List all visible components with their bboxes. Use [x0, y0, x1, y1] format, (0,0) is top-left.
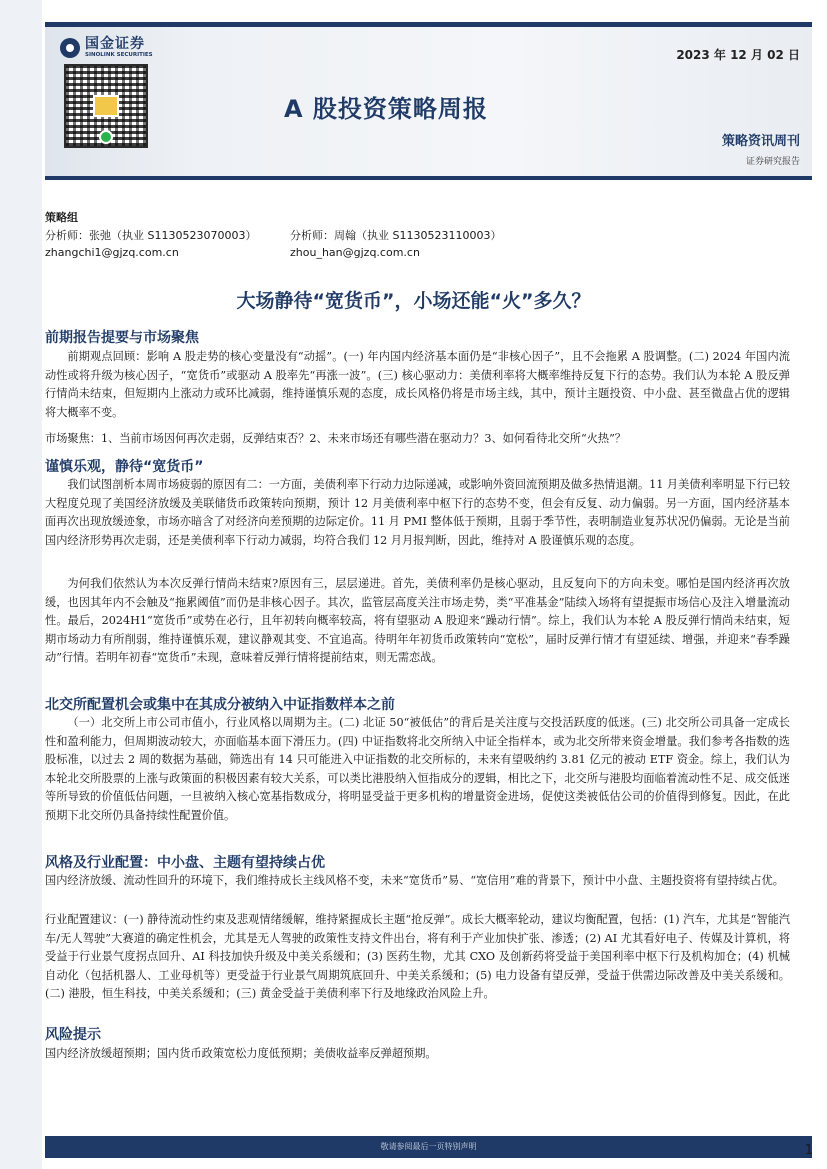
qr-center-logo-icon — [93, 95, 119, 117]
section-title-bse: 北交所配置机会或集中在其成分被纳入中证指数样本之前 — [45, 697, 395, 713]
logo-cn-text: 国金证券 — [85, 36, 145, 52]
report-type: 策略资讯周刊 — [721, 134, 800, 149]
footer-disclaimer[interactable]: 敬请参阅最后一页特别声明 — [380, 1142, 477, 1151]
wechat-icon — [99, 130, 113, 144]
report-title: A 股投资策略周报 — [284, 95, 488, 123]
section-title-cautious: 谨慎乐观，静待“宽货币” — [45, 459, 204, 475]
analyst-2-email[interactable]: zhou_han@gjzq.com.cn — [290, 246, 420, 259]
analyst-2: 分析师：周翰（执业 S1130523110003） — [290, 229, 502, 242]
paragraph-bse: （一）北交所上市公司市值小，行业风格以周期为主。(二) 北证 50“被低估”的背后是关注度与交投活跃度的低迷。(三) 北交所公司具备一定成长性和盈利能力，但周期波动较大，亦面临基本面下滑压力。(四) 中证指数将北交所纳入中证全指样本，或为北交所带来资金增量。我们参考各指数的选股标准，以过去 2 周的数据为基础，筛选出有 14 只可能进入中证指数的北交所标的，未来有望吸纳约 3.81 亿元的被动 ETF 资金。综上，我们认为本轮北交所股票的上涨与政策面的积极因素有较大关系，可以类比港股纳入恒指成分的逻辑，相比之下，北交所与港股均面临着流动性不足、成交低迷等所导致的价值低估问题，一旦被纳入核心宽基指数成分，将明显受益于更多机构的增量资金进场，促使这类被低估公司的价值得到修复。因此，在此预期下北交所仍具备持续性配置价值。 — [45, 716, 790, 822]
paragraph-style: 国内经济放缓、流动性回升的环境下，我们维持成长主线风格不变，未来“宽货币”易、“宽信用”难的背景下，预计中小盘、主题投资将有望持续占优。 — [45, 874, 784, 887]
footer-bar — [45, 1136, 812, 1158]
report-date: 2023 年 12 月 02 日 — [676, 48, 800, 62]
logo-mark-icon — [60, 38, 80, 58]
section-title-risk: 风险提示 — [45, 1027, 101, 1043]
paragraph-rebound: 为何我们依然认为本次反弹行情尚未结束?原因有三，层层递进。首先，美债利率仍是核心驱动，且反复向下的方向未变。哪怕是国内经济再次放缓，也因其年内不会触及“拖累阈值”而仍是非核心因子。其次，监管层高度关注市场走势，类“平准基金”陆续入场将有望提振市场信心及注入增量流动性。最后，2024H1“宽货币”或势在必行，且年初转向概率较高，将有望驱动 A 股迎来“躁动行情”。综上，我们认为本轮 A 股反弹行情尚未结束，短期市场动力有所削弱，维持谨慎乐观，建议静观其变、不宜追高。待明年年初货币政策转向“宽松”，届时反弹行情才有望延续、增强，并迎来“春季躁动”行情。若明年初春“宽货币”未现，意味着反弹行情将提前结束，则无需恋战。 — [45, 577, 790, 665]
analyst-1-email[interactable]: zhangchi1@gjzq.com.cn — [45, 246, 179, 259]
paragraph-risk: 国内经济放缓超预期；国内货币政策宽松力度低预期；美债收益率反弹超预期。 — [45, 1047, 437, 1060]
left-margin-strip — [0, 0, 42, 1169]
company-logo — [60, 37, 153, 59]
report-subtype: 证券研究报告 — [745, 157, 800, 167]
page-number: 1 — [804, 1143, 813, 1158]
logo-en-text: SINOLINK SECURITIES — [85, 52, 153, 58]
section-title-style: 风格及行业配置：中小盘、主题有望持续占优 — [45, 855, 325, 871]
header-bottom-bar — [45, 176, 812, 180]
team-name: 策略组 — [45, 211, 78, 224]
header-top-bar — [45, 22, 812, 27]
paragraph-industry: 行业配置建议：(一) 静待流动性约束及悲观情绪缓解，维持紧握成长主题“抢反弹”。成长大概率轮动，建议均衡配置，包括：(1) 汽车，尤其是“智能汽车/无人驾驶”大赛道的确定性机会，尤其是无人驾驶的政策性支持文件出台，将有利于产业加快扩张、渗透；(2) AI 尤其看好电子、传媒及计算机，将受益于行业景气度拐点回升、AI 科技加快升级及中美关系缓和；(3) 医药生物，尤其 CXO 及创新药将受益于美国利率中枢下行及机构加仓；(4) 机械自动化（包括机器人、工业母机等）更受益于行业景气周期筑底回升、中美关系缓和；(5) 电力设备有望反弹，受益于供需边际改善及中美关系缓和。(二) 港股，恒生科技，中美关系缓和；(三) 黄金受益于美债利率下行及地缘政治风险上升。 — [45, 913, 790, 1001]
paragraph-review: 前期观点回顾：影响 A 股走势的核心变量没有“动摇”。(一) 年内国内经济基本面仍是“非核心因子”，且不会拖累 A 股调整。(二) 2024 年国内流动性或将升级为核心因子，“宽货币”或驱动 A 股率先“再涨一波”。(三) 核心驱动力：美债利率将大概率维持反复下行的态势。我们认为本轮 A 股反弹行情尚未结束，但短期内上涨动力或环比减弱，维持谨慎乐观的态度，成长风格仍将是市场主线，其中，预计主题投资、中小盘、甚至微盘占优的逻辑将大概率不变。 — [45, 350, 790, 419]
section-title-review: 前期报告提要与市场聚焦 — [45, 330, 199, 346]
analyst-1: 分析师：张弛（执业 S1130523070003） — [45, 229, 257, 242]
paragraph-focus: 市场聚焦：1、当前市场因何再次走弱，反弹结束否？2、未来市场还有哪些潜在驱动力？3、如何看待北交所“火热”？ — [45, 432, 626, 445]
article-title: 大场静待“宽货币”，小场还能“火”多久？ — [236, 290, 591, 312]
paragraph-weakness: 我们试图剖析本周市场疲弱的原因有二：一方面，美债利率下行动力边际递减，或影响外资回流预期及做多热情退潮。11 月美债利率明显下行已较大程度兑现了美国经济放缓及美联储货币政策转向预期，预计 12 月美债利率中枢下行的态势不变，但会有反复、动力偏弱。另一方面，国内经济基本面再次出现放缓迹象，市场亦暗含了对经济向差预期的边际定价。11 月 PMI 整体低于预期，且弱于季节性，表明制造业复苏状况仍偏弱。无论是当前国内经济形势再次走弱，还是美债利率下行动力减弱，均符合我们 12 月月报判断，因此，维持对 A 股谨慎乐观的态度。 — [45, 478, 790, 547]
